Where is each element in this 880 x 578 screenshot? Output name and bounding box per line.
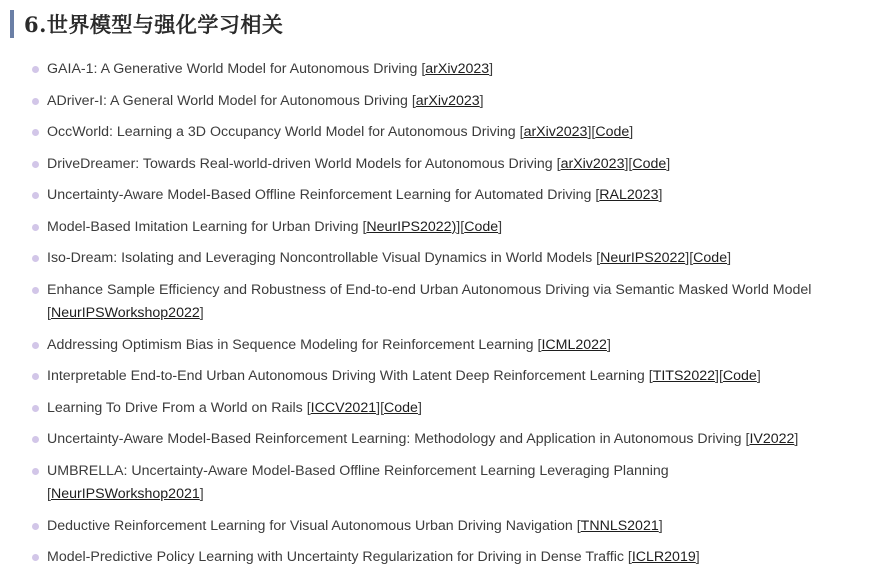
- venue-link[interactable]: arXiv2023: [415, 92, 480, 109]
- bracket-close: ]: [695, 549, 700, 565]
- list-item: [0, 428, 880, 452]
- bullet-icon: [32, 523, 39, 530]
- bracket-close: ]: [666, 155, 671, 172]
- list-item: [0, 515, 880, 539]
- venue-link[interactable]: arXiv2023: [560, 155, 625, 172]
- list-item: [0, 121, 880, 145]
- bracket-open: [: [380, 399, 385, 416]
- bullet-icon: [32, 405, 39, 412]
- bracket-open: [: [596, 250, 601, 266]
- bracket-open: [: [627, 549, 632, 565]
- paper-title: Addressing Optimism Bias in Sequence Modeling for Reinforcement Learning: [47, 336, 538, 353]
- bracket-close: ]: [606, 336, 611, 353]
- bullet-icon: [32, 287, 39, 294]
- bracket-open: [: [47, 486, 51, 502]
- paper-title: Enhance Sample Efficiency and Robustness of End-to-end Urban Autonomous Driving via Semantic Masked World Model: [47, 281, 812, 298]
- bracket-close: ]: [624, 155, 629, 172]
- bracket-open: [: [460, 218, 465, 235]
- venue-link[interactable]: ICML2022: [541, 336, 607, 353]
- paper-title: Iso-Dream: Isolating and Leveraging Noncontrollable Visual Dynamics in World Models: [47, 250, 597, 266]
- code-link[interactable]: Code: [384, 399, 418, 416]
- bullet-icon: [32, 66, 39, 73]
- paper-title: Model-Based Imitation Learning for Urban Driving: [47, 218, 363, 235]
- bracket-open: [: [628, 155, 633, 172]
- paper-title: Uncertainty-Aware Model-Based Offline Reinforcement Learning for Automated Driving: [47, 187, 596, 203]
- list-item: [0, 397, 880, 421]
- bracket-close: ]: [587, 124, 592, 140]
- bullet-icon: [32, 342, 39, 349]
- bullet-icon: [32, 436, 39, 443]
- bracket-close: ]: [456, 218, 461, 235]
- bracket-open: [: [411, 92, 416, 109]
- bracket-open: [: [421, 61, 426, 77]
- bracket-close: ]: [489, 61, 494, 77]
- code-link[interactable]: Code: [722, 368, 757, 384]
- paper-title: Model-Predictive Policy Learning with Uncertainty Regularization for Driving in Dense Traffic: [47, 549, 628, 565]
- paper-title: Uncertainty-Aware Model-Based Reinforcement Learning: Methodology and Application in Autonomous Driving: [47, 431, 746, 447]
- list-item: [0, 216, 880, 240]
- bracket-close: ]: [727, 250, 732, 266]
- bullet-icon: [32, 98, 39, 105]
- list-item: [0, 184, 880, 208]
- venue-link[interactable]: IV2022: [749, 431, 795, 447]
- venue-link[interactable]: TITS2022: [652, 368, 715, 384]
- bracket-open: [: [47, 305, 51, 321]
- bullet-icon: [32, 468, 39, 475]
- list-item: [0, 279, 880, 326]
- venue-link[interactable]: ICCV2021: [310, 399, 377, 416]
- bracket-close: ]: [199, 486, 204, 502]
- bracket-open: [: [591, 124, 596, 140]
- bullet-icon: [32, 129, 39, 136]
- venue-link[interactable]: NeurIPS2022: [600, 250, 686, 266]
- paper-title: Deductive Reinforcement Learning for Visual Autonomous Urban Driving Navigation: [47, 517, 577, 534]
- bracket-open: [: [689, 250, 694, 266]
- bracket-open: [: [556, 155, 561, 172]
- bracket-open: [: [306, 399, 311, 416]
- bracket-open: [: [537, 336, 542, 353]
- bracket-open: [: [718, 368, 723, 384]
- bracket-close: ]: [498, 218, 503, 235]
- bullet-icon: [32, 224, 39, 231]
- code-link[interactable]: Code: [464, 218, 499, 235]
- code-link[interactable]: Code: [693, 250, 728, 266]
- bullet-icon: [32, 161, 39, 168]
- list-item: [0, 546, 880, 570]
- code-link[interactable]: Code: [595, 124, 630, 140]
- section-title: 6.世界模型与强化学习相关: [24, 12, 284, 37]
- bracket-close: ]: [794, 431, 799, 447]
- bullet-icon: [32, 373, 39, 380]
- venue-link[interactable]: ICLR2019: [631, 549, 696, 565]
- list-item: [0, 365, 880, 389]
- bracket-close: ]: [658, 187, 663, 203]
- venue-link[interactable]: NeurIPSWorkshop2022: [50, 305, 200, 321]
- list-item: [0, 334, 880, 358]
- list-item: [0, 90, 880, 114]
- paper-title: ADriver-I: A General World Model for Autonomous Driving: [47, 92, 412, 109]
- bracket-close: ]: [756, 368, 761, 384]
- paper-list: [0, 58, 880, 578]
- paper-title: DriveDreamer: Towards Real-world-driven World Models for Autonomous Driving: [47, 155, 557, 172]
- venue-link[interactable]: TNNLS2021: [580, 517, 659, 534]
- bracket-open: [: [648, 368, 653, 384]
- bracket-close: ]: [199, 305, 204, 321]
- bullet-icon: [32, 255, 39, 262]
- venue-link[interactable]: arXiv2023: [425, 61, 490, 77]
- bracket-close: ]: [658, 517, 663, 534]
- bracket-open: [: [745, 431, 750, 447]
- list-item: [0, 247, 880, 271]
- list-item: [0, 460, 880, 507]
- paper-title: Interpretable End-to-End Urban Autonomous Driving With Latent Deep Reinforcement Learning: [47, 368, 649, 384]
- venue-link[interactable]: NeurIPSWorkshop2021: [50, 486, 200, 502]
- list-item: [0, 153, 880, 177]
- bracket-open: [: [595, 187, 600, 203]
- paper-title: Learning To Drive From a World on Rails: [47, 399, 307, 416]
- bracket-close: ]: [417, 399, 422, 416]
- bullet-icon: [32, 554, 39, 561]
- bracket-close: ]: [479, 92, 484, 109]
- venue-link[interactable]: NeurIPS2022): [366, 218, 457, 235]
- bullet-icon: [32, 192, 39, 199]
- bracket-open: [: [519, 124, 524, 140]
- venue-link[interactable]: arXiv2023: [523, 124, 588, 140]
- list-item: [0, 58, 880, 82]
- bracket-close: ]: [629, 124, 634, 140]
- venue-link[interactable]: RAL2023: [599, 187, 659, 203]
- bracket-close: ]: [715, 368, 719, 384]
- bracket-close: ]: [376, 399, 381, 416]
- bracket-close: ]: [685, 250, 690, 266]
- paper-title: UMBRELLA: Uncertainty-Aware Model-Based Offline Reinforcement Learning Leveraging Planning: [47, 462, 669, 479]
- bracket-open: [: [362, 218, 367, 235]
- bracket-open: [: [576, 517, 581, 534]
- code-link[interactable]: Code: [632, 155, 667, 172]
- paper-title: GAIA-1: A Generative World Model for Autonomous Driving: [47, 61, 422, 77]
- paper-title: OccWorld: Learning a 3D Occupancy World Model for Autonomous Driving: [47, 124, 520, 140]
- section-heading: [10, 10, 283, 38]
